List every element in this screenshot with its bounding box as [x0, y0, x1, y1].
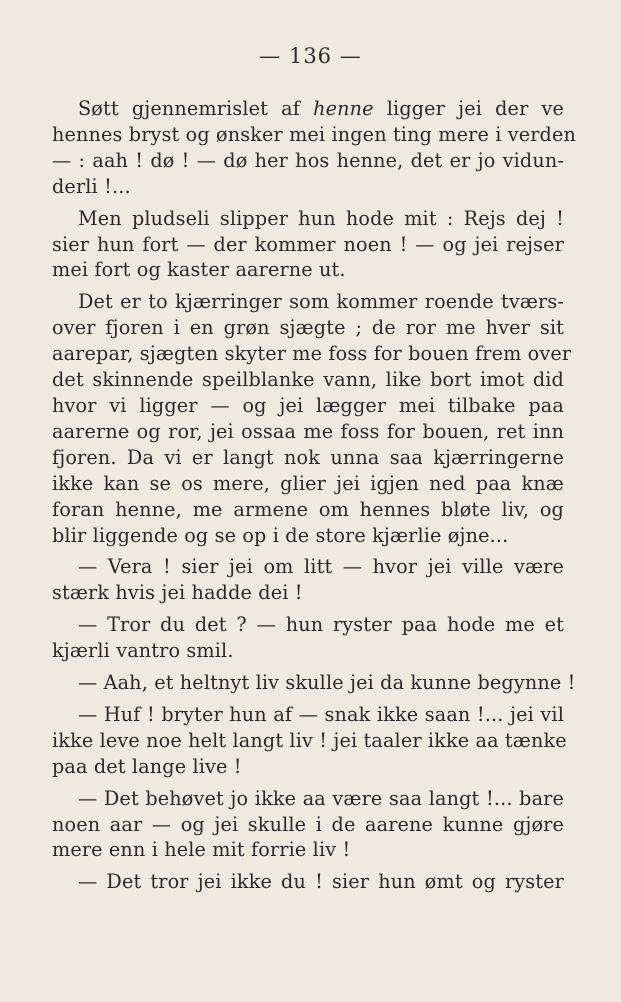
text-line: blir liggende og se op i de store kjærlie øjne...	[52, 523, 509, 547]
paragraph	[52, 554, 564, 606]
text-line: Men pludseli slipper hun hode mit : Rejs dej !	[78, 206, 564, 230]
text-line: Det er to kjærringer som kommer roende tværs-	[78, 290, 564, 314]
page-number: — 136 —	[259, 44, 362, 68]
body-text	[52, 96, 577, 901]
emphasized-word: henne	[313, 97, 374, 120]
text-line: ikke leve noe helt langt liv ! jei taaler ikke aa tænke	[52, 728, 567, 752]
paragraph	[52, 869, 564, 895]
text-line: — Det tror jei ikke du ! sier hun ømt og ryster	[78, 870, 564, 894]
text-segment: Søtt gjennemrislet af	[78, 97, 314, 120]
paragraph	[52, 96, 577, 200]
text-line: — Aah, et heltnyt liv skulle jei da kunne begynne !	[78, 671, 576, 695]
text-line: hvor vi ligger — og jei lægger mei tilbake paa	[52, 393, 564, 417]
text-line: aarerne og ror, jei ossaa me foss for bouen, ret inn	[52, 419, 564, 443]
text-line: — Vera ! sier jei om litt — hvor jei ville være	[78, 555, 564, 579]
text-line: kjærli vantro smil.	[52, 639, 234, 663]
text-segment: ligger jei der ve	[373, 97, 564, 120]
text-line: — Det behøvet jo ikke aa være saa langt !... bare	[78, 786, 564, 810]
text-line: derli !...	[52, 174, 131, 198]
text-line: over fjoren i en grøn sjægte ; de ror me hver sit	[52, 316, 564, 340]
paragraph	[52, 702, 567, 780]
text-line: fjoren. Da vi er langt nok unna saa kjærringerne	[52, 445, 564, 469]
paragraph	[52, 670, 576, 696]
text-line: — Huf ! bryter hun af — snak ikke saan !... jei vil	[78, 702, 564, 726]
text-line: — Tror du det ? — hun ryster paa hode me et	[78, 613, 564, 637]
text-line: foran henne, me armene om hennes bløte liv, og	[52, 497, 564, 521]
text-line: sier hun fort — der kommer noen ! — og jei rejser	[52, 232, 564, 256]
paragraph	[52, 289, 572, 548]
text-line: — : aah ! dø ! — dø her hos henne, det er jo vidun-	[52, 148, 564, 172]
text-line: hennes bryst og ønsker mei ingen ting mere i verden	[52, 122, 577, 146]
paragraph	[52, 786, 564, 864]
text-line: mei fort og kaster aarerne ut.	[52, 258, 346, 282]
paragraph	[52, 612, 564, 664]
text-line	[52, 96, 564, 122]
text-line: ikke kan se os mere, glier jei igjen ned paa knæ	[52, 471, 564, 495]
text-line: aarepar, sjægten skyter me foss for bouen frem over	[52, 342, 572, 366]
text-line: stærk hvis jei hadde dei !	[52, 581, 303, 605]
paragraph	[52, 206, 564, 284]
text-line: det skinnende speilblanke vann, like bort imot did	[52, 368, 564, 392]
text-line: paa det lange live !	[52, 754, 242, 778]
text-line: noen aar — og jei skulle i de aarene kunne gjøre	[52, 812, 564, 836]
text-line: mere enn i hele mit forrie liv !	[52, 838, 351, 862]
